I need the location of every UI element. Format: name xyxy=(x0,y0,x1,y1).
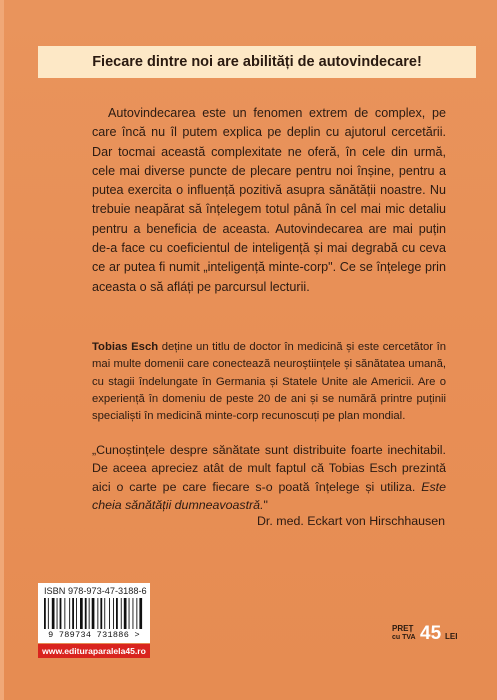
quote-text: „Cunoștințele despre sănătate sunt distribuite foarte inechitabil. De aceea apreciez atât de mult faptul că Tobias Esch prezintă aici o carte pe care fiecare s-o poată înțelege și utiliza. xyxy=(92,443,446,494)
endorsement-quote xyxy=(92,441,446,515)
quote-author: Dr. med. Eckart von Hirschhausen xyxy=(256,514,445,528)
price-value: 45 xyxy=(420,623,442,644)
quote-emphasis: Este cheia sănătății dumneavoastră. xyxy=(92,479,446,513)
author-bio xyxy=(92,339,446,425)
barcode-icon xyxy=(42,598,146,630)
header-title: Fiecare dintre noi are abilități de autovindecare! xyxy=(92,54,422,70)
header-banner xyxy=(38,46,476,78)
price-sub: cu TVA xyxy=(392,634,416,641)
publisher-bar xyxy=(38,644,150,658)
price-tag xyxy=(392,623,462,653)
isbn-label: ISBN 978-973-47-3188-6 xyxy=(44,586,147,596)
intro-paragraph: Autovindecarea este un fenomen extrem de complex, pe care încă nu îl putem explica pe deplin cu ajutorul cercetării. Dar tocmai această complexitate ne oferă, în cele din urmă, cele mai diverse puncte de plecare pentru noi înșine, pentru a putea exercita o influență pozitivă asupra sănătății noastre. Nu trebuie neapărat să înțelegem totul până în cel mai mic detaliu pentru a beneficia de aceasta. Autovindecarea are mai puțin de-a face cu coeficientul de inteligență și mai degrabă cu ceva ce ar putea fi numit „inteligență minte-corp". Ce se înțelege prin aceasta o să afláți pe parcursul lecturii. xyxy=(92,106,446,294)
publisher-url: www.edituraparalela45.ro xyxy=(42,646,146,656)
price-currency: LEI xyxy=(445,632,458,641)
author-name: Tobias Esch xyxy=(92,341,159,353)
cover-edge xyxy=(0,0,4,700)
author-bio-text: deține un titlu de doctor în medicină și este cercetător în mai multe domenii care conectează neuroștiințele și sănătatea umană, cu stagii îndelungate în Germania și Statele Unite ale Americii. Are o experiență în domeniu de peste 20 de ani și se numără printre puținii specialiști în medicină minte-corp recunoscuți pe plan mondial. xyxy=(92,341,446,423)
barcode-box xyxy=(38,583,150,643)
quote-closing: " xyxy=(263,498,268,513)
price-label: PREȚ xyxy=(392,624,414,633)
barcode-digits: 9 789734 731886 > xyxy=(48,630,140,640)
